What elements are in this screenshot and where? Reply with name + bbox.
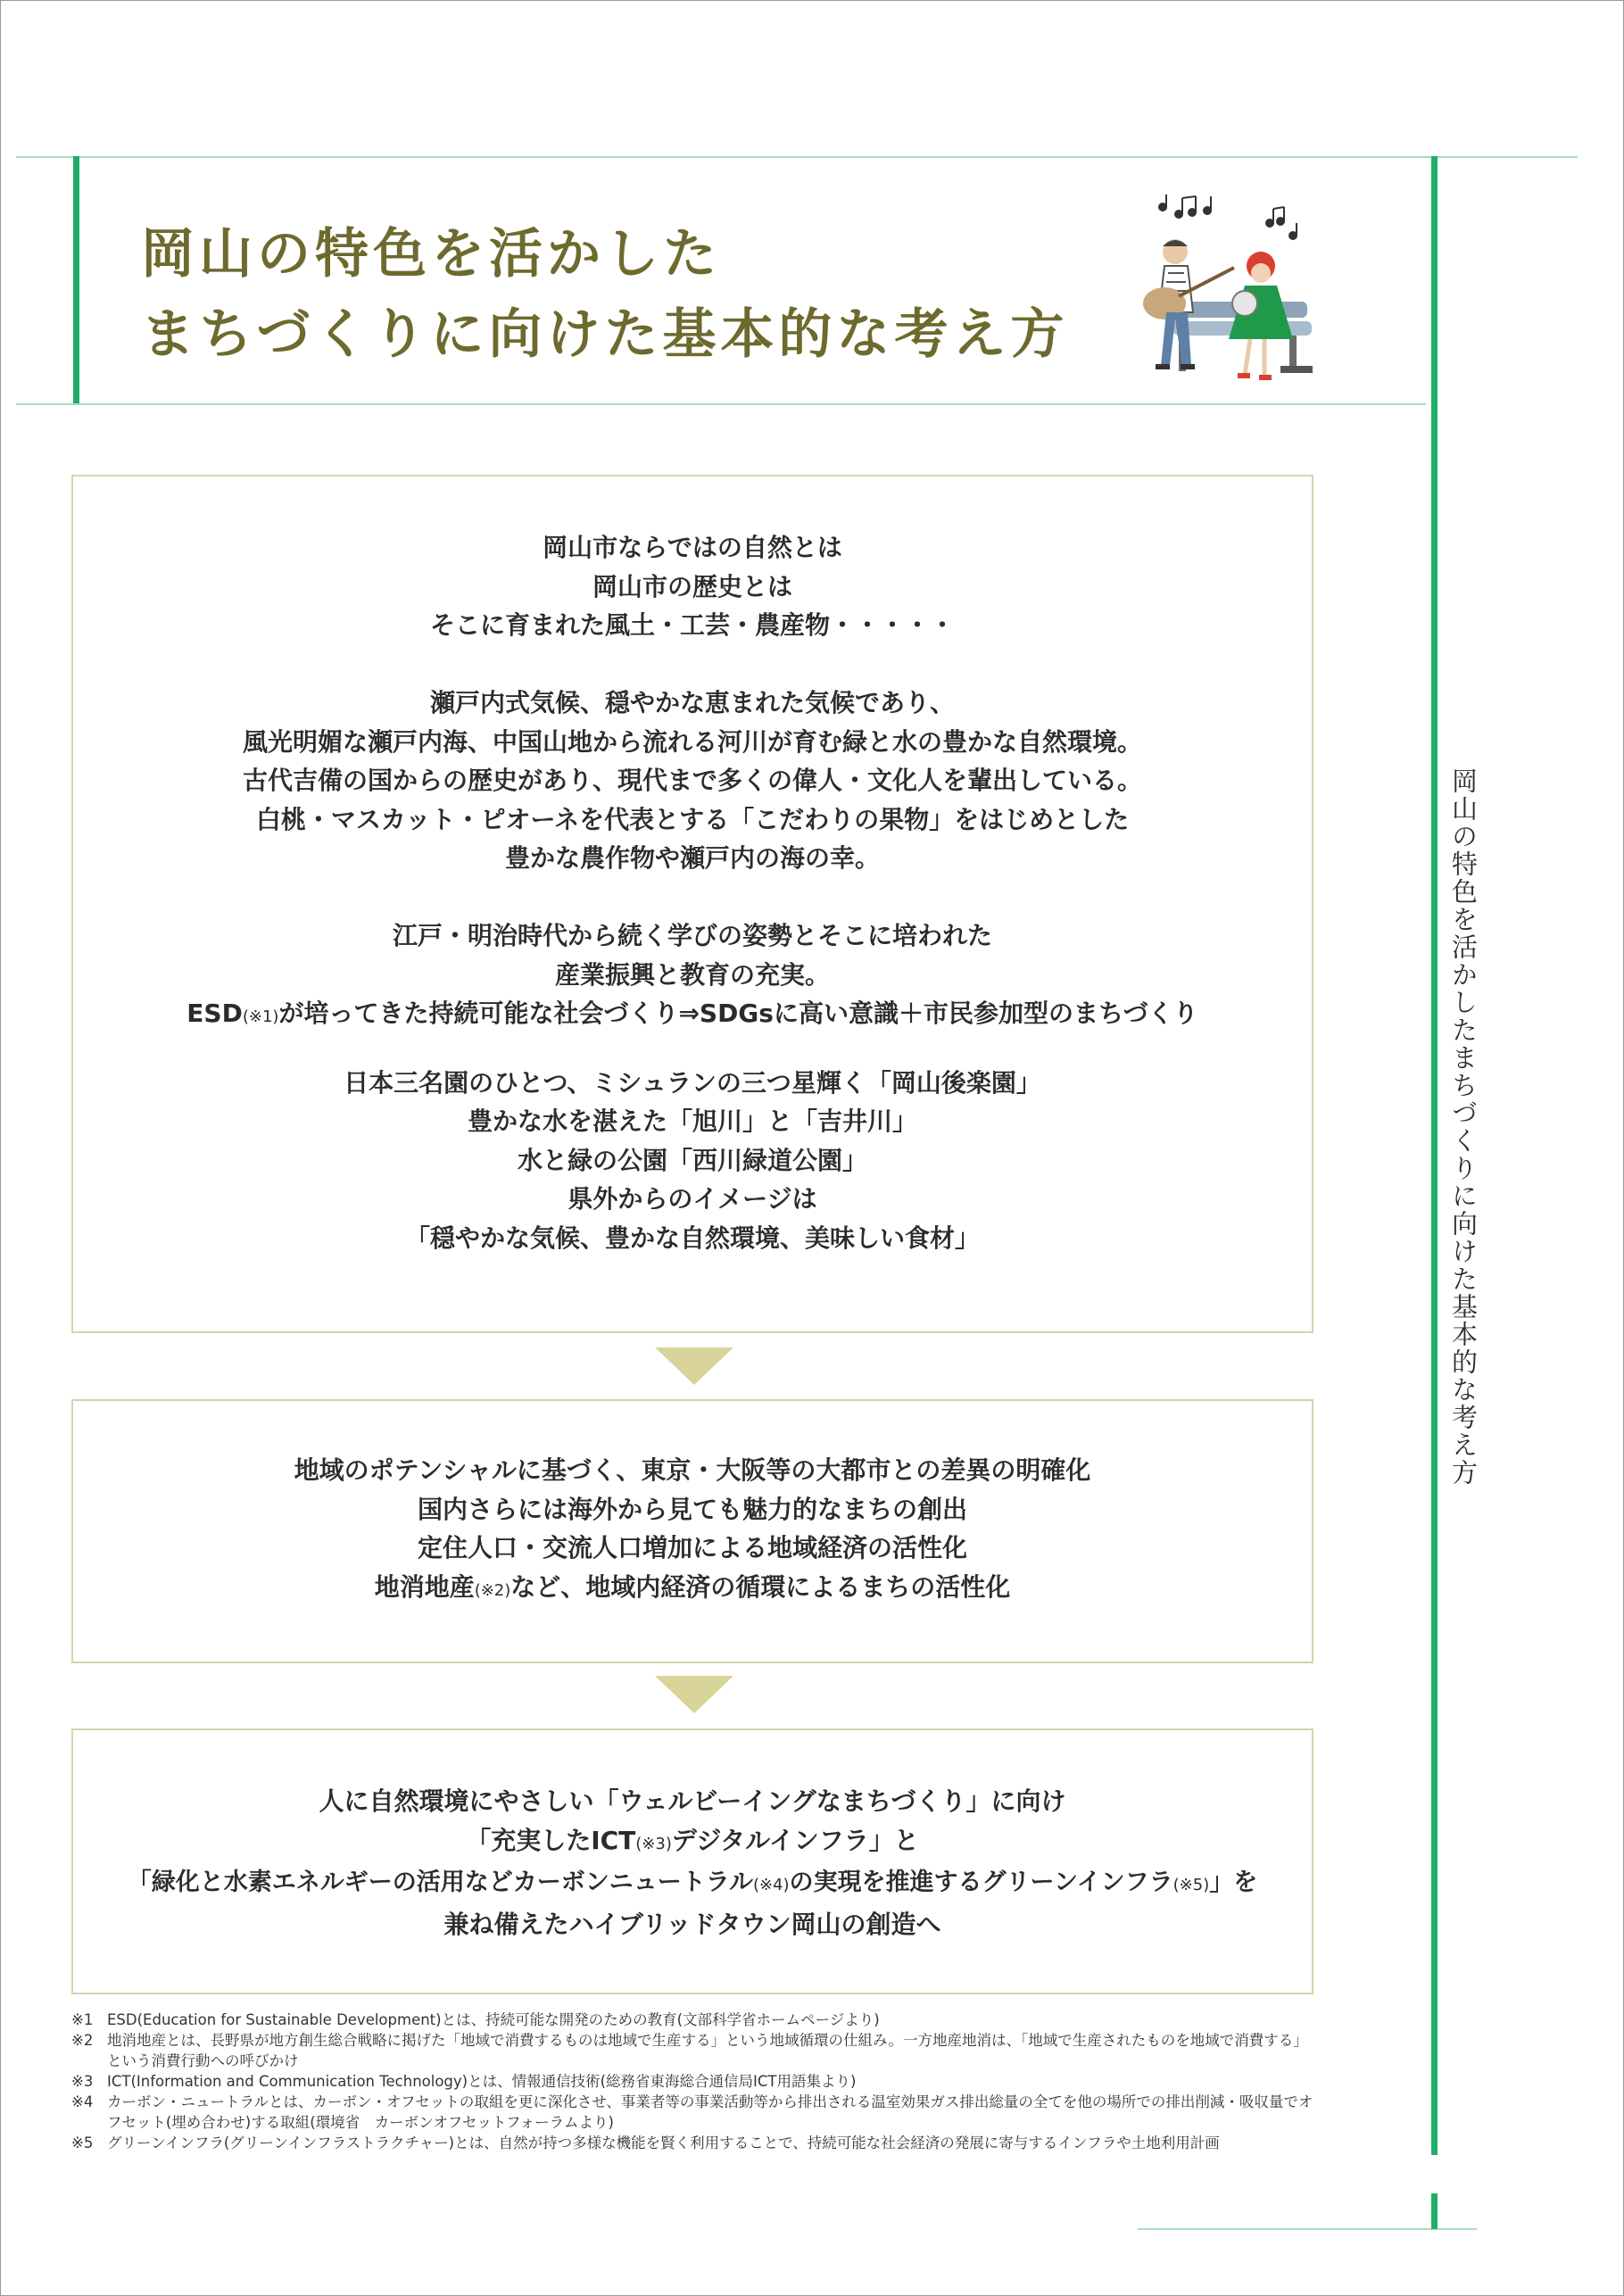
- box1-line: 日本三名園のひとつ、ミシュランの三つ星輝く「岡山後楽園」: [344, 1067, 1041, 1098]
- box2-line: 国内さらには海外から見ても魅力的なまちの創出: [417, 1494, 967, 1524]
- down-arrow-icon: [655, 1347, 733, 1385]
- box1-line: 「穏やかな気候、豊かな自然環境、美味しい食材」: [404, 1223, 980, 1253]
- box1-line: 産業振興と教育の充実。: [554, 959, 830, 990]
- box1-gap: [73, 645, 1312, 684]
- box1-line: 白桃・マスカット・ピオーネを代表とする「こだわりの果物」をはじめとした: [255, 804, 1130, 834]
- footnote-1: ※1 ESD(Education for Sustainable Development)とは、持続可能な開発のための教育(文部科学省ホームページより): [71, 2011, 880, 2028]
- footnote-ref-2: (※2): [474, 1580, 511, 1600]
- side-vertical-title: 岡山の特色を活かしたまちづくりに向けた基本的な考え方: [1448, 767, 1479, 1487]
- header-top-rule: [16, 156, 1578, 158]
- title-line-2: まちづくりに向けた基本的な考え方: [141, 303, 1069, 366]
- hybrid-town-box: [71, 1728, 1313, 1994]
- footnote-5: ※5 グリーンインフラ(グリーンインフラストラクチャー)とは、自然が持つ多様な機能を賢く利用することで、持続可能な社会経済の発展に寄与するインフラや土地利用計画: [71, 2134, 1220, 2151]
- music-notes-icon: [1159, 195, 1297, 239]
- footnotes: [71, 2010, 1321, 2153]
- footnote-ref-5: (※5): [1172, 1876, 1210, 1894]
- box1-line: 岡山市ならではの自然とは: [543, 533, 842, 562]
- regional-potential-box: [71, 1399, 1313, 1663]
- box1-line: 岡山市の歴史とは: [592, 571, 792, 601]
- box1-line: 水と緑の公園「西川緑道公園」: [517, 1145, 867, 1175]
- page-title: [141, 214, 1069, 375]
- box2-line: 地消地産(※2)など、地域内経済の循環によるまちの活性化: [374, 1571, 1011, 1602]
- down-arrow-icon: [655, 1676, 733, 1713]
- musicians-illustration: [1111, 187, 1321, 402]
- okayama-features-box: [71, 475, 1313, 1333]
- footer-rule: [1138, 2228, 1477, 2230]
- footnote-ref-4: (※4): [752, 1876, 790, 1894]
- box1-gap: [73, 878, 1312, 917]
- box1-line: 江戸・明治時代から続く学びの姿勢とそこに培われた: [392, 921, 992, 950]
- box1-line: 風光明媚な瀬戸内海、中国山地から流れる河川が育む緑と水の豊かな自然環境。: [242, 726, 1142, 757]
- footnote-2: ※2 地消地産とは、長野県が地方創生総合戦略に掲げた「地域で消費するものは地域で生産する」という地域循環の仕組み。一方地産地消は、「地域で生産されたものを地域で消費する」という消費行動への呼びかけ: [71, 2032, 1308, 2069]
- box1-line: 古代吉備の国からの歴史があり、現代まで多くの偉人・文化人を輩出している。: [242, 766, 1142, 795]
- box1-line: 豊かな水を湛えた「旭川」と「吉井川」: [467, 1107, 917, 1136]
- box1-esd-line: ESD(※1)が培ってきた持続可能な社会づくり⇒SDGsに高い意識＋市民参加型のまちづくり: [186, 999, 1198, 1028]
- right-accent-bar: [1431, 156, 1438, 2155]
- box1-line: そこに育まれた風土・工芸・農産物・・・・・: [429, 610, 955, 640]
- title-line-1: 岡山の特色を活かした: [141, 223, 721, 286]
- box3-line: 人に自然環境にやさしい「ウェルビーイングなまちづくり」に向け: [319, 1786, 1066, 1816]
- box1-gap: [73, 1037, 1312, 1064]
- box1-line: 県外からのイメージは: [568, 1184, 817, 1214]
- right-accent-bar-bottom: [1431, 2193, 1438, 2229]
- footnote-4: ※4 カーボン・ニュートラルとは、カーボン・オフセットの取組を更に深化させ、事業者等の事業活動等から排出される温室効果ガス排出総量の全てを他の場所での排出削減・吸収量でオフセット(埋め合わせ)する取組(環境省 カーボンオフセットフォーラムより): [71, 2093, 1313, 2131]
- box3-line: 「充実したICT(※3)デジタルインフラ」と: [466, 1825, 919, 1855]
- footnote-ref-1: (※1): [242, 1007, 279, 1026]
- left-accent-bar: [73, 156, 79, 403]
- box2-line: 地域のポテンシャルに基づく、東京・大阪等の大都市との差異の明確化: [294, 1455, 1091, 1485]
- header-bottom-rule: [16, 403, 1426, 405]
- box3-line: 「緑化と水素エネルギーの活用などカーボンニュートラル(※4)の実現を推進するグリーンインフラ(※5)」を: [127, 1869, 1258, 1896]
- footnote-3: ※3 ICT(Information and Communication Technology)とは、情報通信技術(総務省東海総合通信局ICT用語集より): [71, 2073, 857, 2090]
- box2-line: 定住人口・交流人口増加による地域経済の活性化: [417, 1533, 967, 1562]
- footnote-ref-3: (※3): [635, 1834, 672, 1853]
- girl-icon: [1229, 252, 1293, 380]
- box3-line: 兼ね備えたハイブリッドタウン岡山の創造へ: [443, 1909, 941, 1939]
- box1-line: 豊かな農作物や瀬戸内の海の幸。: [504, 843, 880, 873]
- box1-line: 瀬戸内式気候、穏やかな恵まれた気候であり、: [429, 688, 955, 717]
